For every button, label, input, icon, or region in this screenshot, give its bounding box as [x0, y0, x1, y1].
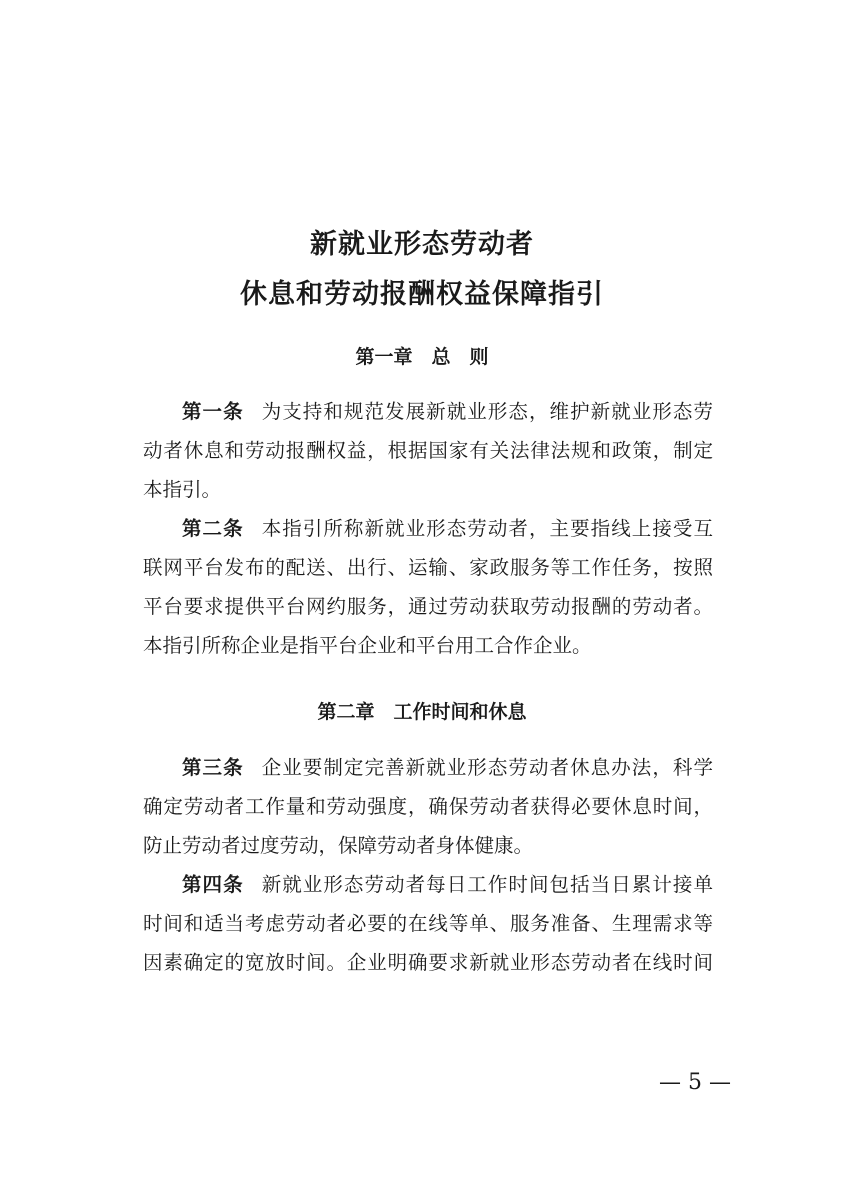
chapter-1-heading: 第一章 总 则 [355, 346, 489, 368]
chapter-2-heading: 第二章 工作时间和休息 [317, 701, 527, 723]
article-3-text: 企业要制定完善新就业形态劳动者休息办法，科学 [261, 756, 713, 779]
article-3-line: 确定劳动者工作量和劳动强度，确保劳动者获得必要休息时间， [143, 795, 713, 818]
article-2-label: 第二条 [182, 517, 244, 540]
article-4-label: 第四条 [182, 873, 244, 896]
article-3-label: 第三条 [182, 756, 244, 779]
article-1-text: 为支持和规范发展新就业形态，维护新就业形态劳 [261, 400, 713, 423]
article-2-line: 本指引所称企业是指平台企业和平台用工合作企业。 [143, 634, 592, 657]
article-4-line: 因素确定的宽放时间。企业明确要求新就业形态劳动者在线时间 [143, 951, 713, 974]
document-title-line-2: 休息和劳动报酬权益保障指引 [240, 279, 604, 310]
article-4-text: 新就业形态劳动者每日工作时间包括当日累计接单 [261, 873, 713, 896]
article-4-line [182, 872, 713, 898]
article-2-line [182, 516, 713, 542]
article-3-line: 防止劳动者过度劳动，保障劳动者身体健康。 [143, 834, 534, 857]
document-title-line-1: 新就业形态劳动者 [310, 229, 534, 260]
page-number: — 5 — [659, 1070, 731, 1095]
article-4-line: 时间和适当考虑劳动者必要的在线等单、服务准备、生理需求等 [143, 912, 713, 935]
article-1-line: 动者休息和劳动报酬权益，根据国家有关法律法规和政策，制定 [143, 439, 713, 462]
article-1-line: 本指引。 [143, 478, 222, 501]
article-3-line [182, 755, 713, 781]
article-2-text: 本指引所称新就业形态劳动者，主要指线上接受互 [261, 517, 713, 540]
article-1-line [182, 399, 713, 425]
article-2-line: 联网平台发布的配送、出行、运输、家政服务等工作任务，按照 [143, 556, 713, 579]
article-1-label: 第一条 [182, 400, 244, 423]
article-2-line: 平台要求提供平台网约服务，通过劳动获取劳动报酬的劳动者。 [143, 595, 713, 618]
